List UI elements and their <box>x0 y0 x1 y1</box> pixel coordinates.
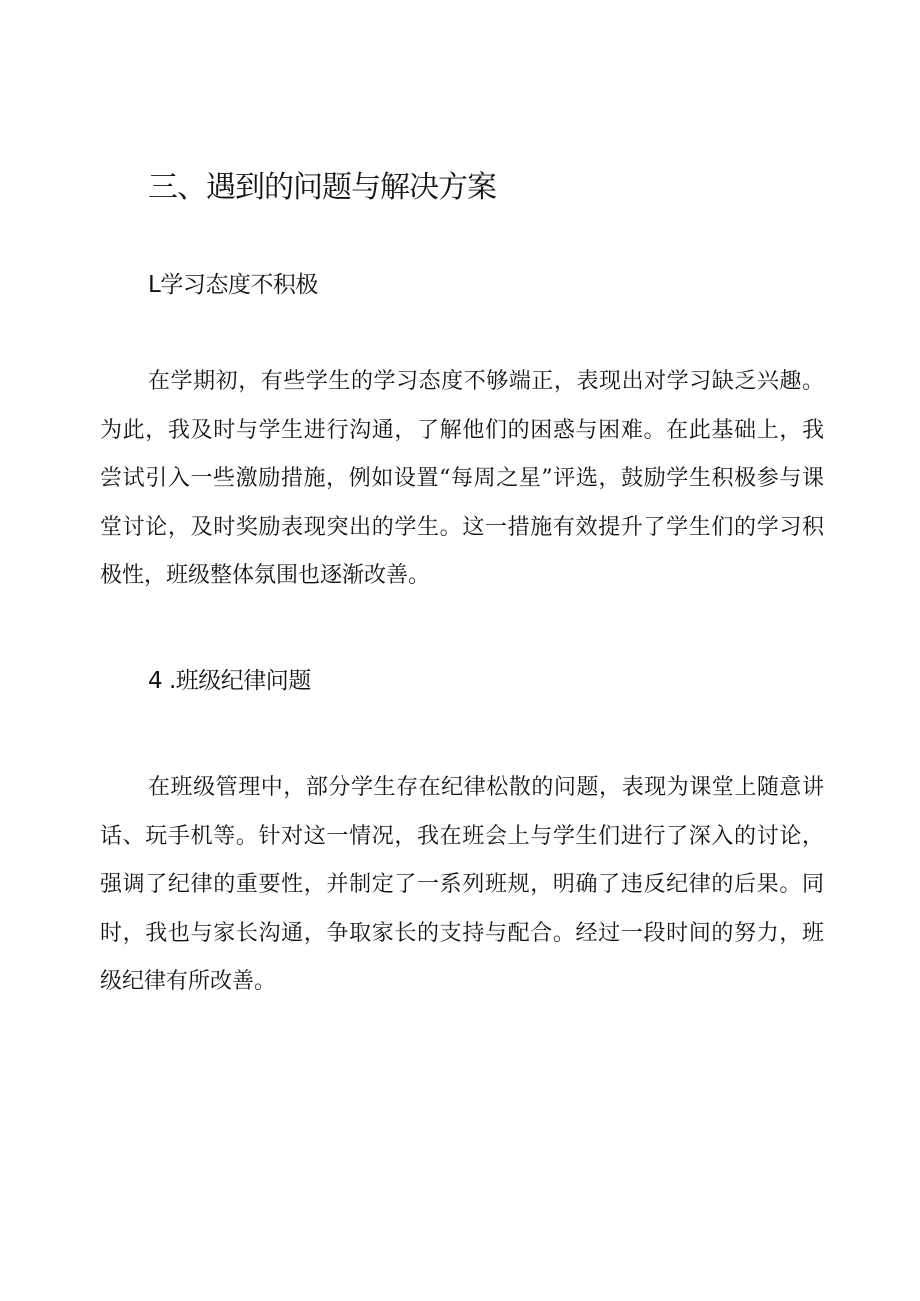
issue-2-title: 4 .班级纪律问题 <box>148 668 311 694</box>
issue-1-title: L学习态度不积极 <box>148 272 318 298</box>
issue-2-paragraph: 在班级管理中，部分学生存在纪律松散的问题，表现为课堂上随意讲话、玩手机等。针对这一情况，我在班会上与学生们进行了深入的讨论，强调了纪律的重要性，并制定了一系列班规，明确了违反纪律的后果。同时，我也与家长沟通，争取家长的支持与配合。经过一段时间的努力，班级纪律有所改善。 <box>100 775 824 994</box>
issue-1-paragraph: 在学期初，有些学生的学习态度不够端正，表现出对学习缺乏兴趣。为此，我及时与学生进行沟通，了解他们的困惑与困难。在此基础上，我尝试引入一些激励措施，例如设置“每周之星”评选，鼓励学生积极参与课堂讨论，及时奖励表现突出的学生。这一措施有效提升了学生们的学习积极性，班级整体氛围也逐渐改善。 <box>100 369 824 588</box>
section-heading: 三、遇到的问题与解决方案 <box>148 170 496 205</box>
